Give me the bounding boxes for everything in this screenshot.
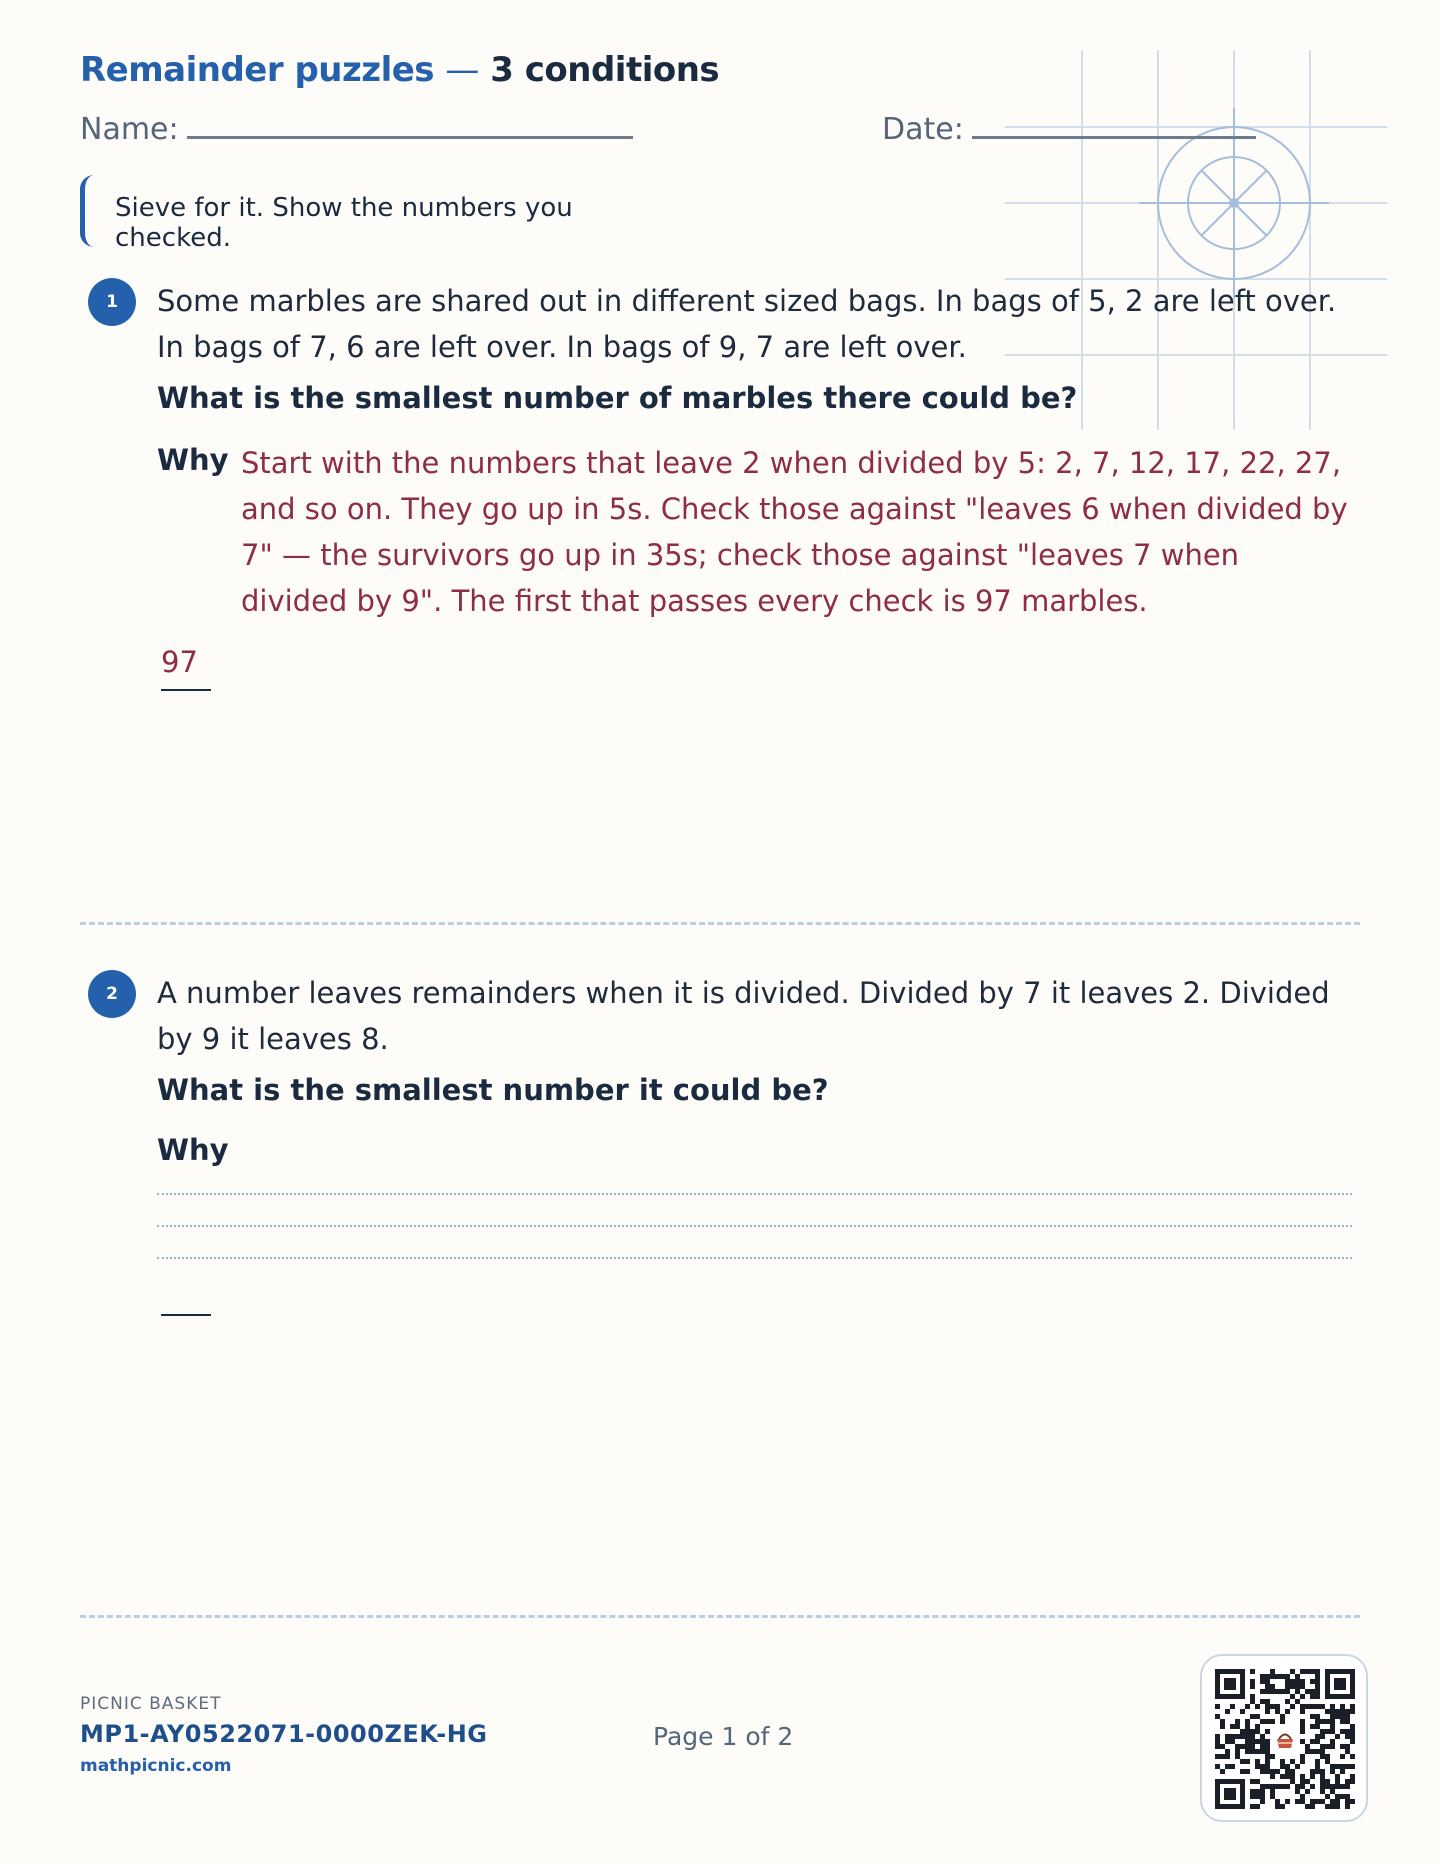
date-field[interactable] <box>882 112 1256 147</box>
question-text: A number leaves remainders when it is divided. Divided by 7 it leaves 2. Divided by 9 it leaves 8. <box>157 976 1330 1056</box>
question-number-badge: 1 <box>88 278 136 326</box>
page-title <box>80 50 719 90</box>
answer-blank[interactable]: 97 <box>161 645 211 691</box>
question-text: Some marbles are shared out in different sized bags. In bags of 5, 2 are left over. In bags of 7, 6 are left over. In bags of 9, 7 are left over. <box>157 284 1337 364</box>
title-sub: 3 conditions <box>490 50 720 90</box>
question-prompt: What is the smallest number it could be? <box>157 1073 829 1107</box>
section-divider <box>80 1615 1360 1618</box>
date-blank-line[interactable] <box>972 129 1256 139</box>
worksheet-code: MP1-AY0522071-0000ZEK-HG <box>80 1720 488 1748</box>
why-label: Why <box>157 1133 229 1167</box>
name-blank-line[interactable] <box>187 129 633 139</box>
why-label: Why <box>157 443 229 477</box>
section-divider <box>80 922 1360 925</box>
why-explanation: Start with the numbers that leave 2 when divided by 5: 2, 7, 12, 17, 22, 27, and so on. They go up in 5s. Check those against "leaves 6 when divided by 7" — the survivors go up in 35s; check those against "leaves 7 when divided by 9". The first that passes every check is 97 marbles. <box>241 446 1348 618</box>
work-line[interactable] <box>157 1257 1352 1259</box>
title-main: Remainder puzzles <box>80 50 435 90</box>
work-line[interactable] <box>157 1193 1352 1195</box>
title-dash: — <box>445 50 479 90</box>
page-number: Page 1 of 2 <box>653 1722 794 1751</box>
name-field[interactable] <box>80 112 633 147</box>
target-grid-icon <box>1005 50 1390 435</box>
instruction-callout <box>80 175 680 253</box>
date-label: Date: <box>882 112 964 147</box>
instruction-text: Sieve for it. Show the numbers you checked. <box>115 193 573 253</box>
name-label: Name: <box>80 112 179 147</box>
question-number-badge: 2 <box>88 970 136 1018</box>
question-prompt: What is the smallest number of marbles there could be? <box>157 381 1078 415</box>
site-link[interactable]: mathpicnic.com <box>80 1756 232 1776</box>
work-line[interactable] <box>157 1225 1352 1227</box>
qr-code-icon <box>1200 1654 1368 1822</box>
answer-blank[interactable] <box>161 1270 211 1316</box>
picnic-basket-icon <box>1273 1727 1297 1751</box>
footer-brand: PICNIC BASKET <box>80 1694 222 1714</box>
